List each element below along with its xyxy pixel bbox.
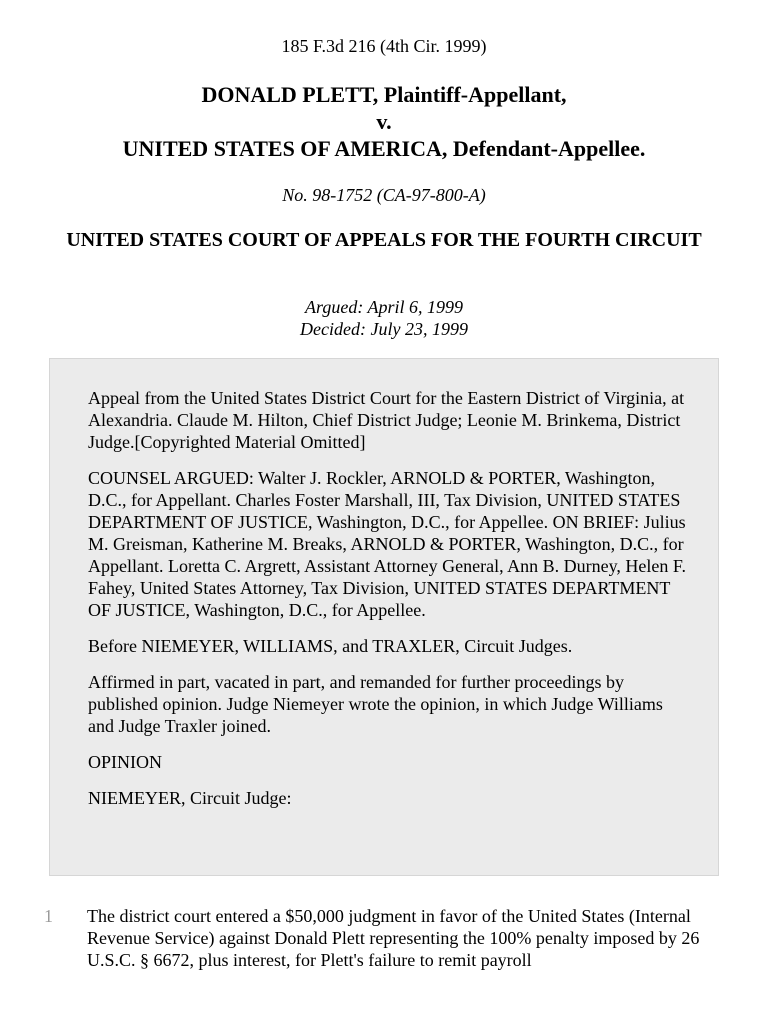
defendant-line: UNITED STATES OF AMERICA, Defendant-Appellee.: [122, 136, 646, 161]
argued-date: Argued: April 6, 1999: [305, 297, 463, 317]
versus-line: v.: [376, 109, 392, 134]
counsel-paragraph: COUNSEL ARGUED: Walter J. Rockler, ARNOLD & PORTER, Washington, D.C., for Appellant. Charles Foster Marshall, III, Tax Division, UNITED STATES DEPARTMENT OF JUSTICE, Washington, D.C., for Appellee. ON BRIEF: Julius M. Greisman, Katherine M. Breaks, ARNOLD & PORTER, Washington, D.C., for Appellant. Loretta C. Argrett, Assistant Attorney General, Ann B. Durney, Helen F. Fahey, United States Attorney, Tax Division, UNITED STATES DEPARTMENT OF JUSTICE, Washington, D.C., for Appellee.: [88, 468, 686, 620]
case-summary-box: [49, 358, 719, 876]
case-summary-content: [88, 387, 688, 823]
appeal-paragraph: Appeal from the United States District Court for the Eastern District of Virginia, at Alexandria. Claude M. Hilton, Chief District Judge; Leonie M. Brinkema, District Judge.[Copyrighted Material Omitted]: [88, 388, 685, 452]
case-dates: [0, 296, 768, 340]
opinion-author: NIEMEYER, Circuit Judge:: [88, 788, 292, 808]
opinion-heading: OPINION: [88, 752, 162, 772]
paragraph-number: 1: [44, 906, 53, 926]
disposition-paragraph: Affirmed in part, vacated in part, and remanded for further proceedings by published opinion. Judge Niemeyer wrote the opinion, in which Judge Williams and Judge Traxler joined.: [88, 672, 663, 736]
opinion-paragraph: The district court entered a $50,000 judgment in favor of the United States (Internal Revenue Service) against Donald Plett representing the 100% penalty imposed by 26 U.S.C. § 6672, plus interest, for Plett's failure to remit payroll: [87, 906, 700, 970]
court-name: UNITED STATES COURT OF APPEALS FOR THE FOURTH CIRCUIT: [66, 229, 702, 251]
decided-date: Decided: July 23, 1999: [300, 319, 468, 339]
case-parties: [0, 81, 768, 162]
plaintiff-line: DONALD PLETT, Plaintiff-Appellant,: [201, 82, 567, 107]
case-citation: 185 F.3d 216 (4th Cir. 1999): [281, 36, 487, 56]
docket-number: No. 98-1752 (CA-97-800-A): [282, 185, 486, 205]
panel-paragraph: Before NIEMEYER, WILLIAMS, and TRAXLER, Circuit Judges.: [88, 636, 573, 656]
